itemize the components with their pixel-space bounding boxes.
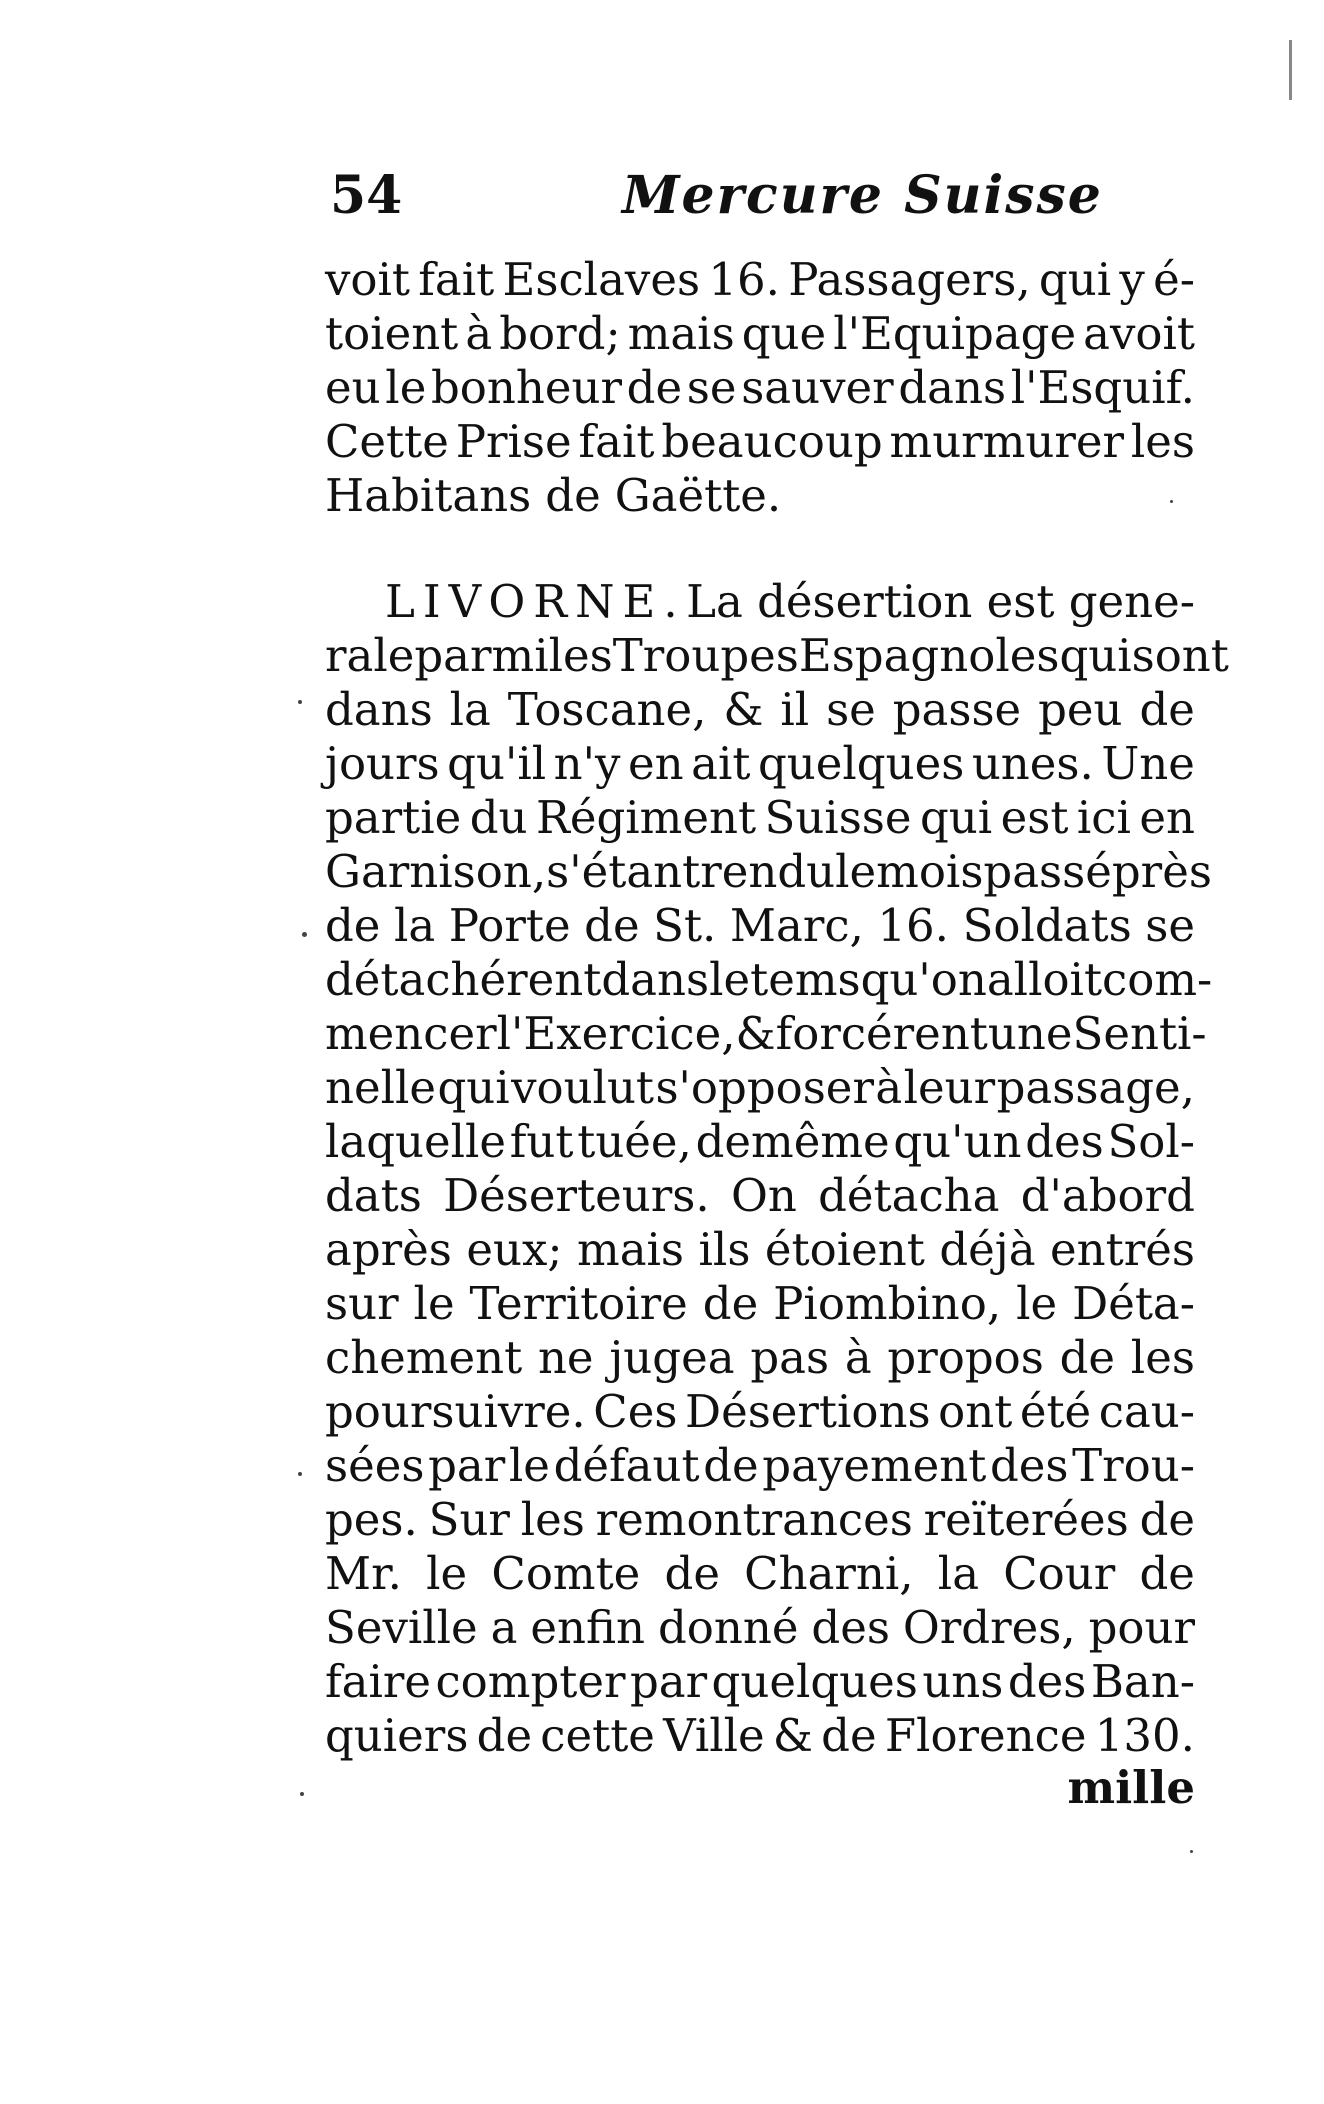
text-line [325,1493,1195,1547]
word: du [469,791,528,844]
word: donné [657,1601,799,1654]
word: la [449,683,491,736]
word: par [428,1439,506,1492]
text-line [325,1601,1195,1655]
text-line [325,361,1195,415]
word: Toscane, [507,683,707,736]
word: sées [325,1439,425,1492]
word: com- [1102,953,1213,1006]
text-line [325,1655,1195,1709]
word: des [1025,1115,1104,1168]
ink-speck [298,1472,302,1476]
word: dans [601,953,710,1006]
word: est [1000,791,1069,844]
word: n'y [553,737,621,790]
text-line [325,629,1229,683]
word: le [709,953,751,1006]
word: les [1130,415,1195,468]
word: pes. [325,1493,418,1546]
page-edge-mark [1289,40,1292,100]
word: Une [1101,737,1195,790]
word: beaucoup [661,415,883,468]
text-line [325,1439,1195,1493]
word: passe [892,683,1022,736]
word: a [490,1601,518,1654]
word: Charni, [744,1547,914,1600]
word: voulut [511,1061,655,1114]
word: que [741,307,827,360]
word: qu'un [893,1115,1022,1168]
word: la [394,899,436,952]
word: détacha [818,1169,1000,1222]
text-line-rest: La désertion est gene- [686,575,1195,628]
word: enfin [530,1601,646,1654]
word: compter [435,1655,626,1708]
word: eu [325,361,381,414]
word: Piombino, [773,1277,1002,1330]
word: ont [938,1385,1013,1438]
ink-speck [1170,500,1173,503]
word: rendu [700,845,836,898]
word: uns [922,1655,1004,1708]
word: Sol- [1107,1115,1195,1168]
word: il [780,683,810,736]
word: partie [325,791,462,844]
word: Cour [1003,1547,1116,1600]
word: de [703,1439,759,1492]
paragraph-2 [325,575,1229,1763]
word: pas [750,1331,830,1384]
text-line [325,307,1195,361]
word: l'Esquif. [1010,361,1195,414]
word: rale [325,629,415,682]
word: demême [695,1115,890,1168]
word: quiers [325,1709,469,1762]
word: à [875,1061,903,1114]
word: les [1130,1331,1195,1384]
word: dats [325,1169,422,1222]
word: & [772,1709,813,1762]
paragraph-1 [325,253,1195,523]
word: laquelle [325,1115,507,1168]
word: à [844,1331,872,1384]
word: se [826,683,876,736]
word: par [629,1655,708,1708]
text-line [325,1277,1195,1331]
word: le [835,845,877,898]
word: Senti- [1072,1007,1207,1060]
word: le [385,361,427,414]
word: de [1059,1331,1116,1384]
word: eux; [466,1223,563,1276]
text-line [325,737,1195,791]
word: mencer [325,1007,497,1060]
word: les [520,1493,585,1546]
word: s'opposer [655,1061,874,1114]
word: fait [418,253,495,306]
word: les [548,629,613,682]
word: Territoire [469,1277,688,1330]
running-title: Mercure Suisse [622,165,1103,226]
word: bonheur [431,361,622,414]
word: de [702,1277,759,1330]
word: reïterées [923,1493,1129,1546]
word: en [1139,791,1195,844]
text-line [325,845,1212,899]
word: des [989,1439,1069,1492]
word: forcérent [775,1007,988,1060]
word: qui [437,1061,510,1114]
word: peu [1038,683,1123,736]
word: de [1139,1493,1195,1546]
text-line [325,469,1195,523]
word: ils [698,1223,751,1276]
word: mois [876,845,984,898]
word: unes. [971,737,1094,790]
word: sur [325,1277,399,1330]
word: nelle [325,1061,437,1114]
word: Troupes [612,629,799,682]
word: tems [750,953,861,1006]
word: Ville [663,1709,765,1762]
word: murmurer [889,415,1125,468]
word: passage, [996,1061,1195,1114]
word: & [723,683,764,736]
word: quelques [757,737,965,790]
word: Marc, [729,899,864,952]
word: Passagers, [788,253,1031,306]
word: de [1139,683,1195,736]
word: de [545,469,601,522]
word: de [626,361,683,414]
text-line [325,1061,1195,1115]
word: été [1019,1385,1092,1438]
word: Esclaves [502,253,701,306]
word: de [1139,1547,1195,1600]
word: remontrances [595,1493,913,1546]
word: le [508,1439,550,1492]
word: ici [1076,791,1131,844]
word: payement [762,1439,987,1492]
word: avoit [1083,307,1195,360]
word: voit [325,253,410,306]
word: pour [1088,1601,1195,1654]
word: de [584,899,640,952]
text-line [325,953,1213,1007]
word: Ordres, [902,1601,1076,1654]
text-line [325,1331,1195,1385]
word: en [627,737,684,790]
word: Cette [325,415,449,468]
text-line [325,791,1195,845]
word: parmi [414,629,549,682]
word: dans [325,683,433,736]
word: l'Equipage [833,307,1077,360]
word: ait [691,737,751,790]
page-header [322,165,1192,245]
word: jours [325,737,440,790]
word: quelques [711,1655,918,1708]
text-line-first [325,575,1195,629]
word: le [426,1547,468,1600]
word: 130. [1094,1709,1195,1762]
word: fait [578,415,655,468]
text-line [325,683,1195,737]
word: Porte [448,899,571,952]
word: é- [1153,253,1195,306]
word: à [465,307,493,360]
text-line [325,253,1195,307]
word: y [1119,253,1145,306]
word: Déserteurs. [443,1169,710,1222]
word: toient [325,307,459,360]
word: étoient [764,1223,925,1276]
word: Sur [428,1493,510,1546]
text-line [325,415,1195,469]
word: qu'il [447,737,547,790]
word: Garnison, [325,845,547,898]
word: des [1007,1655,1087,1708]
word: Régiment [535,791,757,844]
word: de [325,899,381,952]
word: cau- [1098,1385,1195,1438]
word: & [735,1007,776,1060]
ink-speck [298,700,302,704]
word: poursuivre. [325,1385,586,1438]
word: chement [325,1331,523,1384]
word: entrés [1050,1223,1195,1276]
word: propos [887,1331,1044,1384]
word: après [325,1223,452,1276]
word: sont [1131,629,1229,682]
word: jugea [609,1331,735,1384]
word: de [664,1547,720,1600]
word: Espagnoles [798,629,1060,682]
word: près [1111,845,1212,898]
word: des [811,1601,890,1654]
word: le [1016,1277,1058,1330]
word: Suisse [764,791,912,844]
word: s'étant [546,845,701,898]
word: déjà [939,1223,1036,1276]
word: qui [919,791,993,844]
word: le [413,1277,455,1330]
word: Désertions [684,1385,931,1438]
word: Ces [593,1385,678,1438]
ink-speck [300,1792,304,1796]
word: Gaëtte. [614,469,782,522]
word: Comte [491,1547,641,1600]
word: On [730,1169,797,1222]
word: Déta- [1072,1277,1195,1330]
word: Trou- [1072,1439,1195,1492]
word: bord; [499,307,621,360]
word: ne [537,1331,594,1384]
word: alloit [986,953,1103,1006]
word: 16. [877,899,949,952]
text-line [325,899,1195,953]
word: leur [903,1061,996,1114]
word: Habitans [325,469,532,522]
word: Soldats [962,899,1132,952]
word: St. [653,899,717,952]
word: fut [509,1115,574,1168]
word: de [476,1709,533,1762]
word: une [987,1007,1073,1060]
word: Mr. [325,1547,402,1600]
word: l'Exercice, [496,1007,736,1060]
catchword: mille [1067,1761,1195,1814]
word: se [1145,899,1195,952]
text-line [325,1385,1195,1439]
text-line [325,1223,1195,1277]
word: tuée, [577,1115,692,1168]
word: qui [1038,253,1112,306]
word: Prise [455,415,572,468]
word: 16. [708,253,780,306]
word: cette [540,1709,655,1762]
ink-speck [302,932,307,937]
word: qu'on [860,953,987,1006]
text-line [325,1007,1207,1061]
word: la [937,1547,980,1600]
word: passé [983,845,1112,898]
page-number: 54 [330,165,403,226]
word: d'abord [1020,1169,1195,1222]
word: de [821,1709,877,1762]
text-line [325,1547,1195,1601]
word: mais [577,1223,685,1276]
ink-speck [1190,1850,1193,1853]
word: Ban- [1090,1655,1195,1708]
text-line [325,1169,1195,1223]
text-line [325,1115,1195,1169]
dateline-lead: LIVORNE. [385,575,686,628]
word: Seville [325,1601,478,1654]
word: faire [325,1655,432,1708]
word: détachérent [325,953,602,1006]
word: qui [1059,629,1132,682]
word: se [686,361,737,414]
text-line [325,1709,1195,1763]
word: défaut [553,1439,700,1492]
word: sauver [741,361,894,414]
word: mais [627,307,735,360]
word: dans [898,361,1007,414]
word: Florence [884,1709,1087,1762]
